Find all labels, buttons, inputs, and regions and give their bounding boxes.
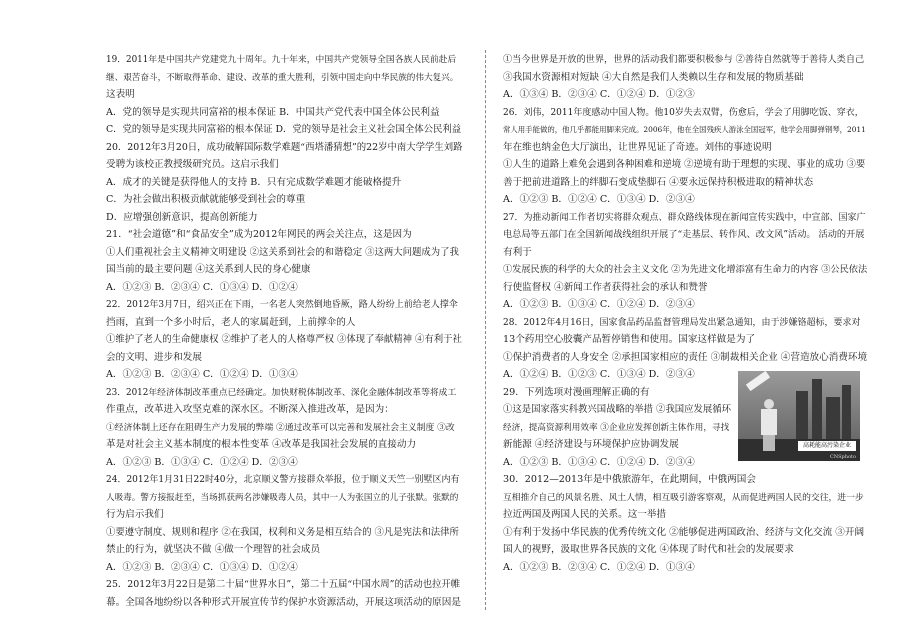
right-column <box>503 0 867 637</box>
text-line: 革是对社会主义基本制度的根本性变革 ④改革是我国社会发展的直接动力 <box>106 439 417 450</box>
text-line: A．①②③ B．①③④ C．①②④ D．②③④ <box>503 299 695 310</box>
text-line: 经济，提高资源利用效率 ③企业应发挥创新主体作用，寻找 <box>503 422 730 433</box>
text-line: ①有利于发扬中华民族的优秀传统文化 ②能够促进两国政治、经济与文化交流 ③开阔 <box>503 526 865 538</box>
text-line: A．①②③ B．①③④ C．①②④ D．②③④ <box>106 456 298 468</box>
text-line: 26．刘伟，2011年度感动中国人物。他10岁失去双臂，伤愈后，学会了用脚吃饭、穿衣， <box>503 107 864 118</box>
text-line: 新能源 ④经济建设与环境保护应协调发展 <box>503 439 679 450</box>
text-line: 这表明 <box>106 89 135 100</box>
text-line: 国当前的最主要问题 ④这关系到人民的身心健康 <box>106 264 311 275</box>
text-line: 行使监督权 ④新闻工作者获得社会的承认和赞誉 <box>503 281 708 293</box>
text-line: 30．2012—2013年是中俄旅游年，在此期间，中俄两国会 <box>503 474 756 485</box>
text-line: ①维护了老人的生命健康权 ②维护了老人的人格尊严权 ③体现了奉献精神 ④有利于社 <box>106 334 462 345</box>
text-line: A．成才的关键是获得他人的支持 B．只有完成数学难题才能破格提升 <box>106 176 402 188</box>
text-line: 21．“社会道德”和“食品安全”成为2012年网民的两会关注点，这是因为 <box>106 229 412 240</box>
text-line: 24．2012年1月31日22时40分，北京顺义警方接群众举报，位于顺义天竺一别墅区内有 <box>106 475 460 485</box>
painter-figure <box>758 399 780 451</box>
text-line: C．为社会做出积极贡献就能够受到社会的尊重 <box>106 194 306 205</box>
text-line: 有利于 <box>503 246 532 258</box>
text-line: 互相推介自己的风景名胜、风土人情，相互吸引游客察观，从而促进两国人民的交往，进一步 <box>503 492 864 503</box>
text-line: 禁止的行为，就坚决不做 ④做一个理智的社会成员 <box>106 544 321 555</box>
text-line: 23．2012年经济体制改革重点已经确定。加快财税体制改革、深化金融体制改革等将成工 <box>106 387 457 398</box>
text-line: 20．2012年3月20日，成功破解国际数学难题“西塔潘猜想”的22岁中南大学学生刘路 <box>106 141 463 153</box>
text-line: 善于把前进道路上的绊脚石变成垫脚石 ④要永远保持积极进取的精神状态 <box>503 176 814 188</box>
text-line: ①当今世界是开放的世界，世界的活动我们都要积极参与 ②善待自然就等于善待人类自己 <box>503 54 865 65</box>
text-line: D．应增强创新意识，提高创新能力 <box>106 211 258 223</box>
text-line: 22．2012年3月7日，绍兴正在下雨，一名老人突然倒地昏厥，路人纷纷上前给老人撑伞 <box>106 300 458 310</box>
text-line: 常人用手能做的，他几乎都能用脚来完成。2006年，他在全国残疾人游泳全国冠军，他学会用脚弹钢琴，2011 <box>503 125 866 134</box>
text-line: ①这是国家落实科教兴国战略的举措 ②我国应发展循环 <box>503 404 731 415</box>
text-line: 25．2012年3月22日是第二十届“世界水日”，第二十五届“中国水周”的活动也拉开帷 <box>106 579 461 590</box>
text-line: 继、艰苦奋斗，不断取得革命、建设、改革的重大胜利，引领中国走向中华民族的伟大复兴。 <box>106 72 459 83</box>
text-line: 幕。全国各地纷纷以各种形式开展宣传节约保护水资源活动，开展这项活动的原因是 <box>106 596 461 608</box>
text-line: ①发展民族的科学的大众的社会主义文化 ②为先进文化增添富有生命力的内容 ③公民依法 <box>503 264 868 275</box>
text-line: 行为启示我们 <box>106 509 164 520</box>
text-line: A．①②④ B．①②③ C．①③④ D．②③④ <box>503 369 695 380</box>
text-line: A．①②③ B．②③④ C．①③④ D．①②④ <box>106 561 298 573</box>
text-line: C．党的领导是实现共同富裕的根本保证 D．党的领导是社会主义社会国全体公民利益 <box>106 124 462 135</box>
text-line: 27．为推动新闻工作者切实将群众观点、群众路线体现在新闻宣传实践中，中宣部、国家广 <box>503 212 866 223</box>
text-line: A．①②③ B．①②④ C．①③④ D．②③④ <box>503 194 695 205</box>
text-line: 作重点，改革进入攻坚克难的深水区。不断深入推进改革，是因为： <box>106 404 394 415</box>
text-line: A．①②③ B．②③④ C．①②④ D．①③④ <box>106 369 298 380</box>
figure-caption: 高耗能高污染企业 <box>798 441 856 451</box>
text-line: ①经济体制上还存在阻碍生产力发展的弊端 ②通过改革可以完善和发展社会主义制度 ③改 <box>106 422 455 433</box>
text-line: 19．2011年是中国共产党建党九十周年。九十年来，中国共产党领导全国各族人民前赴后 <box>106 55 457 65</box>
figure-watermark: CNSphoto <box>829 454 856 460</box>
text-line: 29．下列选项对漫画理解正确的有 <box>503 386 650 398</box>
text-line: A．①②③ B．②③④ C．①②④ D．①③④ <box>503 561 695 573</box>
text-line: ①保护消费者的人身安全 ②承担国家相应的责任 ③制裁相关企业 ④营造放心消费环境 <box>503 351 868 363</box>
text-line: A．①③④ B．②③④ C．①②④ D．①②③ <box>503 89 695 100</box>
text-line: 13个药用空心胶囊产品暂停销售和使用。国家这样做是为了 <box>503 334 756 345</box>
text-line: ①要遵守制度、规则和程序 ②在我国，权利和义务是相互结合的 ③凡是宪法和法律所 <box>106 526 459 538</box>
text-line: 28．2012年4月16日，国家食品药品监督管理局发出紧急通知，由于涉嫌铬超标，要求对 <box>503 317 861 328</box>
text-line: 电总局等五部门在全国新闻战线组织开展了“走基层、转作风、改文风”活动。 活动的开展 <box>503 229 865 240</box>
text-line: 会的文明、进步和发展 <box>106 351 202 363</box>
text-line: ③我国水资源相对短缺 ④大自然是我们人类赖以生存和发展的物质基础 <box>503 71 804 83</box>
text-line: 拉近两国及两国人民的关系。这一举措 <box>503 509 667 520</box>
text-line: A．党的领导是实现共同富裕的根本保证 B．中国共产党代表中国全体公民利益 <box>106 106 440 118</box>
column-divider <box>485 50 486 610</box>
text-line: 挡雨，直到一个多小时后，老人的家属赶到，上前撑伞的人 <box>106 316 356 328</box>
text-line: A．①②③ B．②③④ C．①③④ D．①②④ <box>106 281 298 293</box>
text-line: ①人们重视社会主义精神文明建设 ②这关系到社会的和谐稳定 ③这两大问题成为了我 <box>106 246 459 258</box>
text-line: 年在维也纳金色大厅演出，让世界见证了奇迹。刘伟的事迹说明 <box>503 141 772 153</box>
text-line: ①人生的道路上难免会遇到各种困难和逆境 ②逆境有助于理想的实现、事业的成功 ③要 <box>503 159 866 170</box>
cartoon-figure <box>738 371 860 461</box>
text-line: A．①②③ B．①③④ C．①②④ D．②③④ <box>503 456 695 468</box>
text-line: 受聘为该校正教授级研究员。这启示我们 <box>106 159 279 170</box>
text-line: 人吸毒。警方接报赶至，当场抓获两名涉嫌吸毒人员，其中一人为张国立的儿子张默。张默的 <box>106 492 459 503</box>
left-column <box>106 0 462 637</box>
text-line: 国人的视野，汲取世界各民族的文化 ④体现了时代和社会的发展要求 <box>503 544 794 555</box>
